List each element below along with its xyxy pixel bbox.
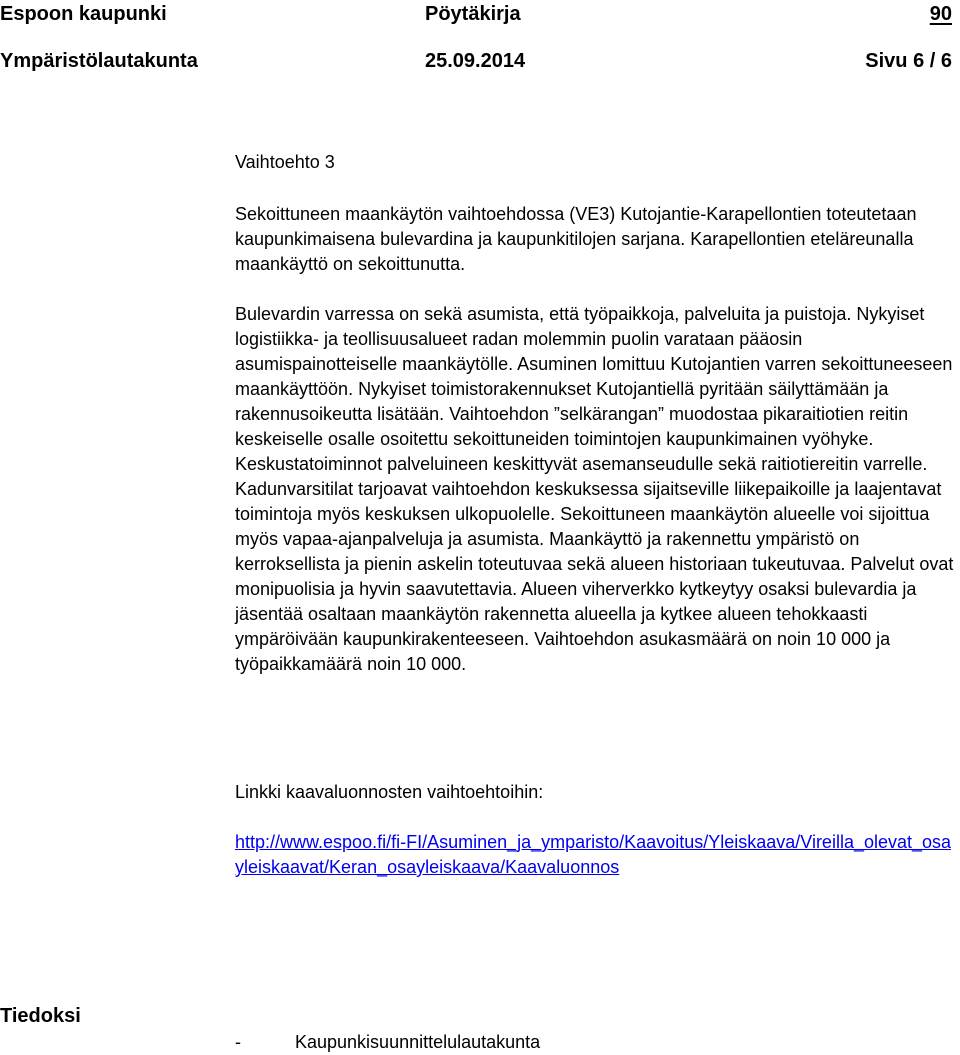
committee-name: Ympäristölautakunta <box>0 50 198 72</box>
paragraph-intro: Sekoittuneen maankäytön vaihtoehdossa (VE3) Kutojantie-Karapellontien toteutetaan kaupunkimaisena bulevardina ja kaupunkitilojen sarjana. Karapellontien eteläreunalla maankäyttö on sekoittunutta. <box>235 204 917 274</box>
distribution-item <box>235 1030 540 1055</box>
link-container <box>235 830 960 880</box>
distribution-title: Tiedoksi <box>0 1005 81 1027</box>
page-number: Sivu 6 / 6 <box>865 50 952 72</box>
meeting-date: 25.09.2014 <box>425 50 526 72</box>
list-dash: - <box>235 1032 241 1052</box>
document-type: Pöytäkirja <box>425 3 521 25</box>
alternative-heading: Vaihtoehto 3 <box>235 152 335 172</box>
organization-name: Espoon kaupunki <box>0 3 167 25</box>
kaavaluonnos-link[interactable]: http://www.espoo.fi/fi-FI/Asuminen_ja_ymparisto/Kaavoitus/Yleiskaava/Vireilla_olevat_osayleiskaavat/Keran_osayleiskaava/Kaavaluonnos <box>235 832 952 877</box>
section-number: 90 <box>929 3 952 25</box>
link-intro: Linkki kaavaluonnosten vaihtoehtoihin: <box>235 782 544 802</box>
distribution-recipient: Kaupunkisuunnittelulautakunta <box>295 1032 541 1052</box>
paragraph-description: Bulevardin varressa on sekä asumista, että työpaikkoja, palveluita ja puistoja. Nykyiset logistiikka- ja teollisuusalueet radan molemmin puolin varataan pääosin asumispainotteiselle maankäytölle. Asuminen lomittuu Kutojantien varren sekoittuneeseen maankäyttöön. Nykyiset toimistorakennukset Kutojantiellä pyritään säilyttämään ja rakennusoikeutta lisätään. Vaihtoehdon ”selkärangan” muodostaa pikaraitiotien reitin keskeiselle osalle osoitettu sekoittuneiden toimintojen kaupunkimainen vyöhyke. Keskustatoiminnot palveluineen keskittyvät asemanseudulle sekä raitiotiereitin varrelle. Kadunvarsitilat tarjoavat vaihtoehdon keskuksessa sijaitseville liikepaikoille ja laajentavat toimintoja myös keskuksen ulkopuolelle. Sekoittuneen maankäytön alueelle voi sijoittua myös vapaa-ajanpalveluja ja asumista. Maankäyttö ja rakennettu ympäristö on kerroksellista ja pienin askelin toteutuvaa sekä alueen historiaan tukeutuvaa. Palvelut ovat monipuolisia ja hyvin saavutettavia. Alueen viherverkko kytkeytyy osaksi bulevardia ja jäsentää osaltaan maankäytön rakennetta alueella ja kytkee alueen tehokkaasti ympäröivään kaupunkirakenteeseen. Vaihtoehdon asukasmäärä on noin 10 000 ja työpaikkamäärä noin 10 000. <box>235 304 954 674</box>
